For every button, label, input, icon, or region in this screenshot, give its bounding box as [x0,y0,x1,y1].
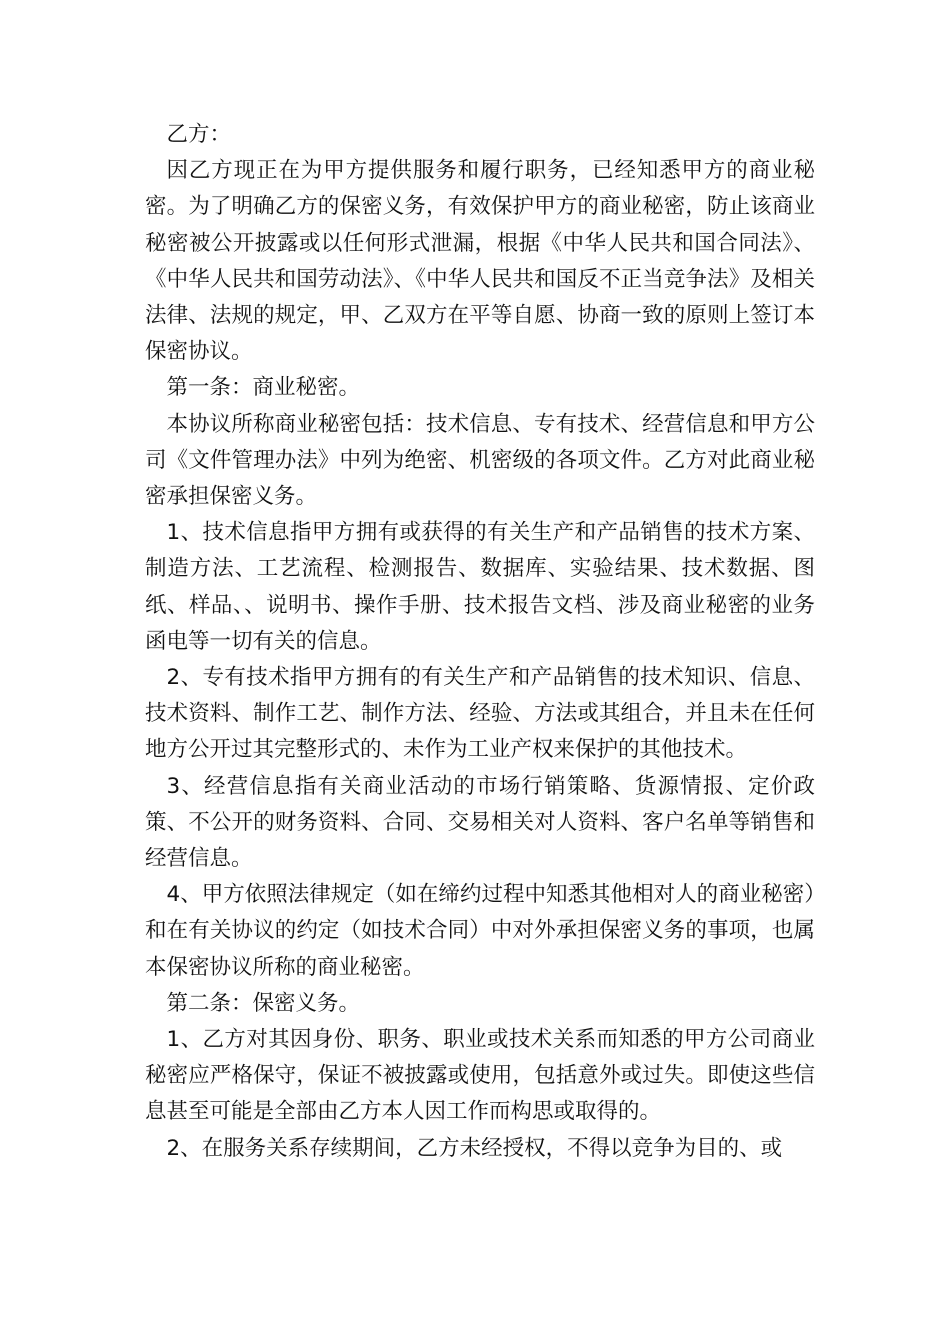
article-1-item-2: 2、专有技术指甲方拥有的有关生产和产品销售的技术知识、信息、技术资料、制作工艺、制作方法、经验、方法或其组合，并且未在任何地方公开过其完整形式的、未作为工业产权来保护的其他技术。 [145,665,815,763]
party-b-label: 乙方： [166,122,232,147]
article-2-item-2: 2、在服务关系存续期间，乙方未经授权，不得以竞争为目的、或 [166,1135,783,1161]
article-1-item-4: 4、甲方依照法律规定（如在缔约过程中知悉其他相对人的商业秘密）和在有关协议的约定（如技术合同）中对外承担保密义务的事项，也属本保密协议所称的商业秘密。 [145,882,815,980]
article-1-item-3: 3、经营信息指有关商业活动的市场行销策略、货源情报、定价政策、不公开的财务资料、合同、交易相关对人资料、客户名单等销售和经营信息。 [145,773,815,872]
article-1-heading: 第一条：商业秘密。 [166,375,361,401]
preamble-paragraph: 因乙方现正在为甲方提供服务和履行职务，已经知悉甲方的商业秘密。为了明确乙方的保密义务，有效保护甲方的商业秘密，防止该商业秘密被公开披露或以任何形式泄漏，根据《中华人民共和国合同法》、《中华人民共和国劳动法》、《中华人民共和国反不正当竞争法》及相关法律、法规的规定，甲、乙双方在平等自愿、协商一致的原则上签订本保密协议。 [145,158,815,365]
article-2-item-1: 1、乙方对其因身份、职务、职业或技术关系而知悉的甲方公司商业秘密应严格保守，保证不被披露或使用，包括意外或过失。即使这些信息甚至可能是全部由乙方本人因工作而构思或取得的。 [145,1027,815,1125]
document-body [145,117,815,1167]
article-2-heading: 第二条：保密义务。 [166,990,361,1016]
article-1-item-1: 1、技术信息指甲方拥有或获得的有关生产和产品销售的技术方案、制造方法、工艺流程、检测报告、数据库、实验结果、技术数据、图纸、样品、、说明书、操作手册、技术报告文档、涉及商业秘密的业务函电等一切有关的信息。 [145,520,815,654]
article-1-definition: 本协议所称商业秘密包括：技术信息、专有技术、经营信息和甲方公司《文件管理办法》中列为绝密、机密级的各项文件。乙方对此商业秘密承担保密义务。 [145,411,815,510]
